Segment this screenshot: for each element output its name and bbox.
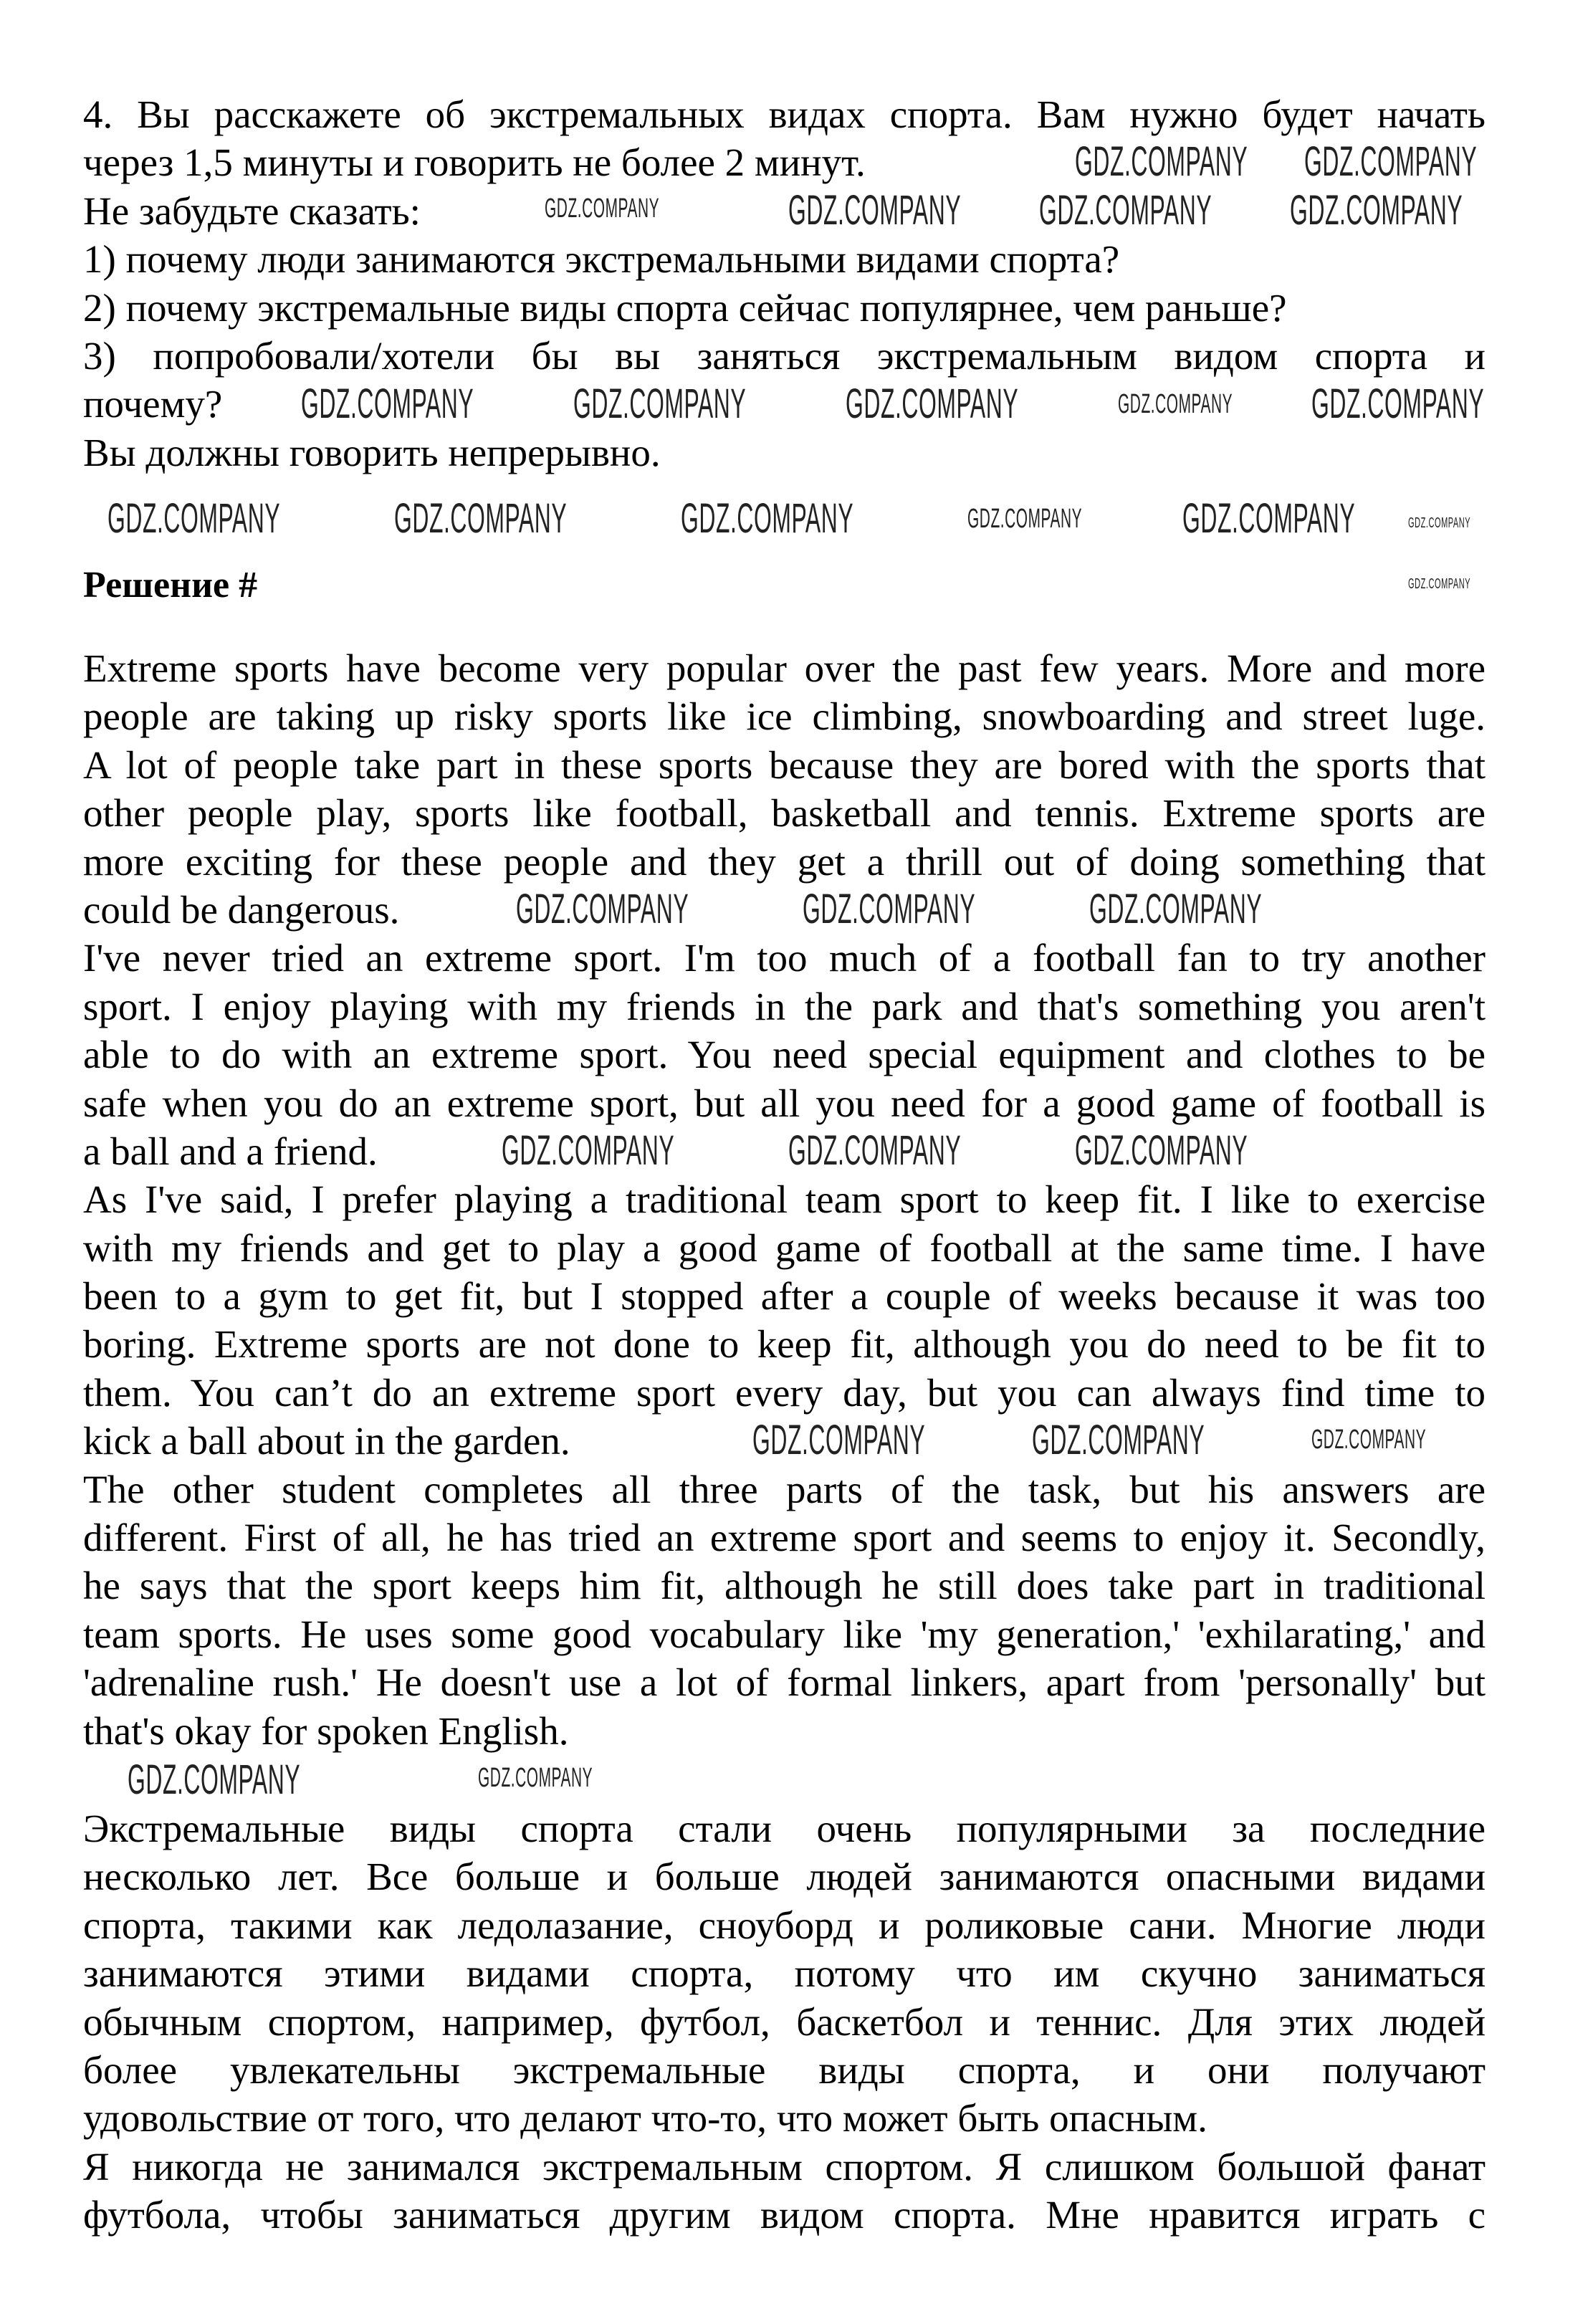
english-text-line: kick a ball about in the garden.: [83, 1419, 570, 1463]
english-text-line: been to a gym to get fit, but I stopped after a couple of weeks because it was too: [83, 1274, 1486, 1319]
english-text-line: 'adrenaline rush.' He doesn't use a lot of formal linkers, apart from 'personally' but: [83, 1660, 1486, 1705]
english-text-line: safe when you do an extreme sport, but all you need for a good game of football is: [83, 1081, 1486, 1125]
watermark: GDZ.COMPANY: [803, 886, 976, 932]
russian-text-line: несколько лет. Все больше и больше людей занимаются опасными видами: [83, 1855, 1486, 1899]
watermark: GDZ.COMPANY: [478, 1763, 593, 1793]
english-text-line: Extreme sports have become very popular over the past few years. More and more: [83, 646, 1486, 690]
watermark: GDZ.COMPANY: [788, 187, 962, 234]
english-text-line: team sports. He uses some good vocabulary like 'my generation,' 'exhilarating,' and: [83, 1612, 1486, 1656]
task-line: 1) почему люди занимаются экстремальными видами спорта?: [83, 237, 1120, 282]
watermark: GDZ.COMPANY: [1304, 138, 1478, 185]
russian-text-line: футбола, чтобы заниматься другим видом спорта. Мне нравится играть с: [83, 2193, 1486, 2237]
watermark: GDZ.COMPANY: [967, 504, 1083, 534]
english-text-line: with my friends and get to play a good game of football at the same time. I have: [83, 1225, 1486, 1270]
watermark: GDZ.COMPANY: [1075, 1127, 1248, 1174]
watermark: GDZ.COMPANY: [1039, 187, 1212, 234]
english-text-line: different. First of all, he has tried an extreme sport and seems to enjoy it. Secondly,: [83, 1516, 1486, 1560]
watermark: GDZ.COMPANY: [1311, 381, 1485, 427]
english-text-line: sport. I enjoy playing with my friends in the park and that's something you aren't: [83, 984, 1486, 1028]
watermark: GDZ.COMPANY: [1290, 187, 1463, 234]
watermark: GDZ.COMPANY: [502, 1127, 675, 1174]
watermark: GDZ.COMPANY: [128, 1756, 301, 1803]
task-line: почему?: [83, 382, 223, 426]
watermark: GDZ.COMPANY: [1075, 138, 1248, 185]
english-text-line: could be dangerous.: [83, 887, 400, 932]
watermark: GDZ.COMPANY: [1182, 495, 1356, 542]
english-text-line: As I've said, I prefer playing a traditional team sport to keep fit. I like to exercise: [83, 1177, 1486, 1222]
watermark: GDZ.COMPANY: [752, 1417, 926, 1463]
watermark: GDZ.COMPANY: [846, 381, 1019, 427]
task-line: через 1,5 минуты и говорить не более 2 минут.: [83, 140, 866, 185]
task-line: 2) почему экстремальные виды спорта сейчас популярнее, чем раньше?: [83, 285, 1287, 330]
solution-heading: Решение #: [83, 565, 258, 606]
english-text-line: a ball and a friend.: [83, 1129, 378, 1173]
watermark: GDZ.COMPANY: [301, 381, 474, 427]
russian-text-line: удовольствие от того, что делают что-то, что может быть опасным.: [83, 2096, 1207, 2141]
watermark: GDZ.COMPANY: [545, 193, 660, 224]
russian-text-line: спорта, такими как ледолазание, сноуборд и роликовые сани. Многие люди: [83, 1903, 1486, 1947]
english-text-line: A lot of people take part in these sports because they are bored with the sports that: [83, 742, 1486, 787]
watermark: GDZ.COMPANY: [516, 886, 689, 932]
russian-translation: [83, 1804, 1486, 2239]
watermark: GDZ.COMPANY: [1408, 515, 1471, 531]
watermark: GDZ.COMPANY: [573, 381, 747, 427]
watermark: GDZ.COMPANY: [1089, 886, 1263, 932]
english-text-line: he says that the sport keeps him fit, although he still does take part in traditional: [83, 1564, 1486, 1608]
watermark: GDZ.COMPANY: [1118, 389, 1233, 419]
russian-text-line: обычным спортом, например, футбол, баскетбол и теннис. Для этих людей: [83, 1999, 1486, 2044]
watermark: GDZ.COMPANY: [1311, 1425, 1427, 1455]
english-text-line: boring. Extreme sports are not done to keep fit, although you do need to be fit to: [83, 1322, 1486, 1367]
watermark: GDZ.COMPANY: [681, 495, 854, 542]
english-text-line: people are taking up risky sports like ice climbing, snowboarding and street luge.: [83, 694, 1486, 739]
watermark: GDZ.COMPANY: [788, 1127, 962, 1174]
english-text-line: The other student completes all three parts of the task, but his answers are: [83, 1467, 1486, 1511]
watermark: GDZ.COMPANY: [1408, 576, 1471, 592]
english-text-line: I've never tried an extreme sport. I'm too much of a football fan to try another: [83, 936, 1486, 980]
russian-text-line: Экстремальные виды спорта стали очень популярными за последние: [83, 1807, 1486, 1850]
task-description: [83, 90, 1486, 477]
russian-text-line: более увлекательны экстремальные виды спорта, и они получают: [83, 2047, 1486, 2092]
english-text-line: more exciting for these people and they get a thrill out of doing something that: [83, 839, 1486, 884]
english-answer: [83, 644, 1486, 1755]
english-text-line: that's okay for spoken English.: [83, 1708, 569, 1753]
russian-text-line: Я никогда не занимался экстремальным спортом. Я слишком большой фанат: [83, 2144, 1486, 2189]
english-text-line: able to do with an extreme sport. You need special equipment and clothes to be: [83, 1033, 1486, 1077]
russian-text-line: занимаются этими видами спорта, потому что им скучно заниматься: [83, 1951, 1486, 1996]
english-text-line: them. You can’t do an extreme sport every day, but you can always find time to: [83, 1370, 1486, 1415]
task-line: 4. Вы расскажете об экстремальных видах спорта. Вам нужно будет начать: [83, 92, 1486, 136]
task-line: Вы должны говорить непрерывно.: [83, 430, 661, 474]
task-line: Не забудьте сказать:: [83, 188, 421, 233]
watermark: GDZ.COMPANY: [107, 495, 281, 542]
task-line: 3) попробовали/хотели бы вы заняться экстремальным видом спорта и: [83, 333, 1486, 378]
watermark: GDZ.COMPANY: [1032, 1417, 1205, 1463]
watermark: GDZ.COMPANY: [394, 495, 568, 542]
english-text-line: other people play, sports like football, basketball and tennis. Extreme sports are: [83, 791, 1486, 836]
